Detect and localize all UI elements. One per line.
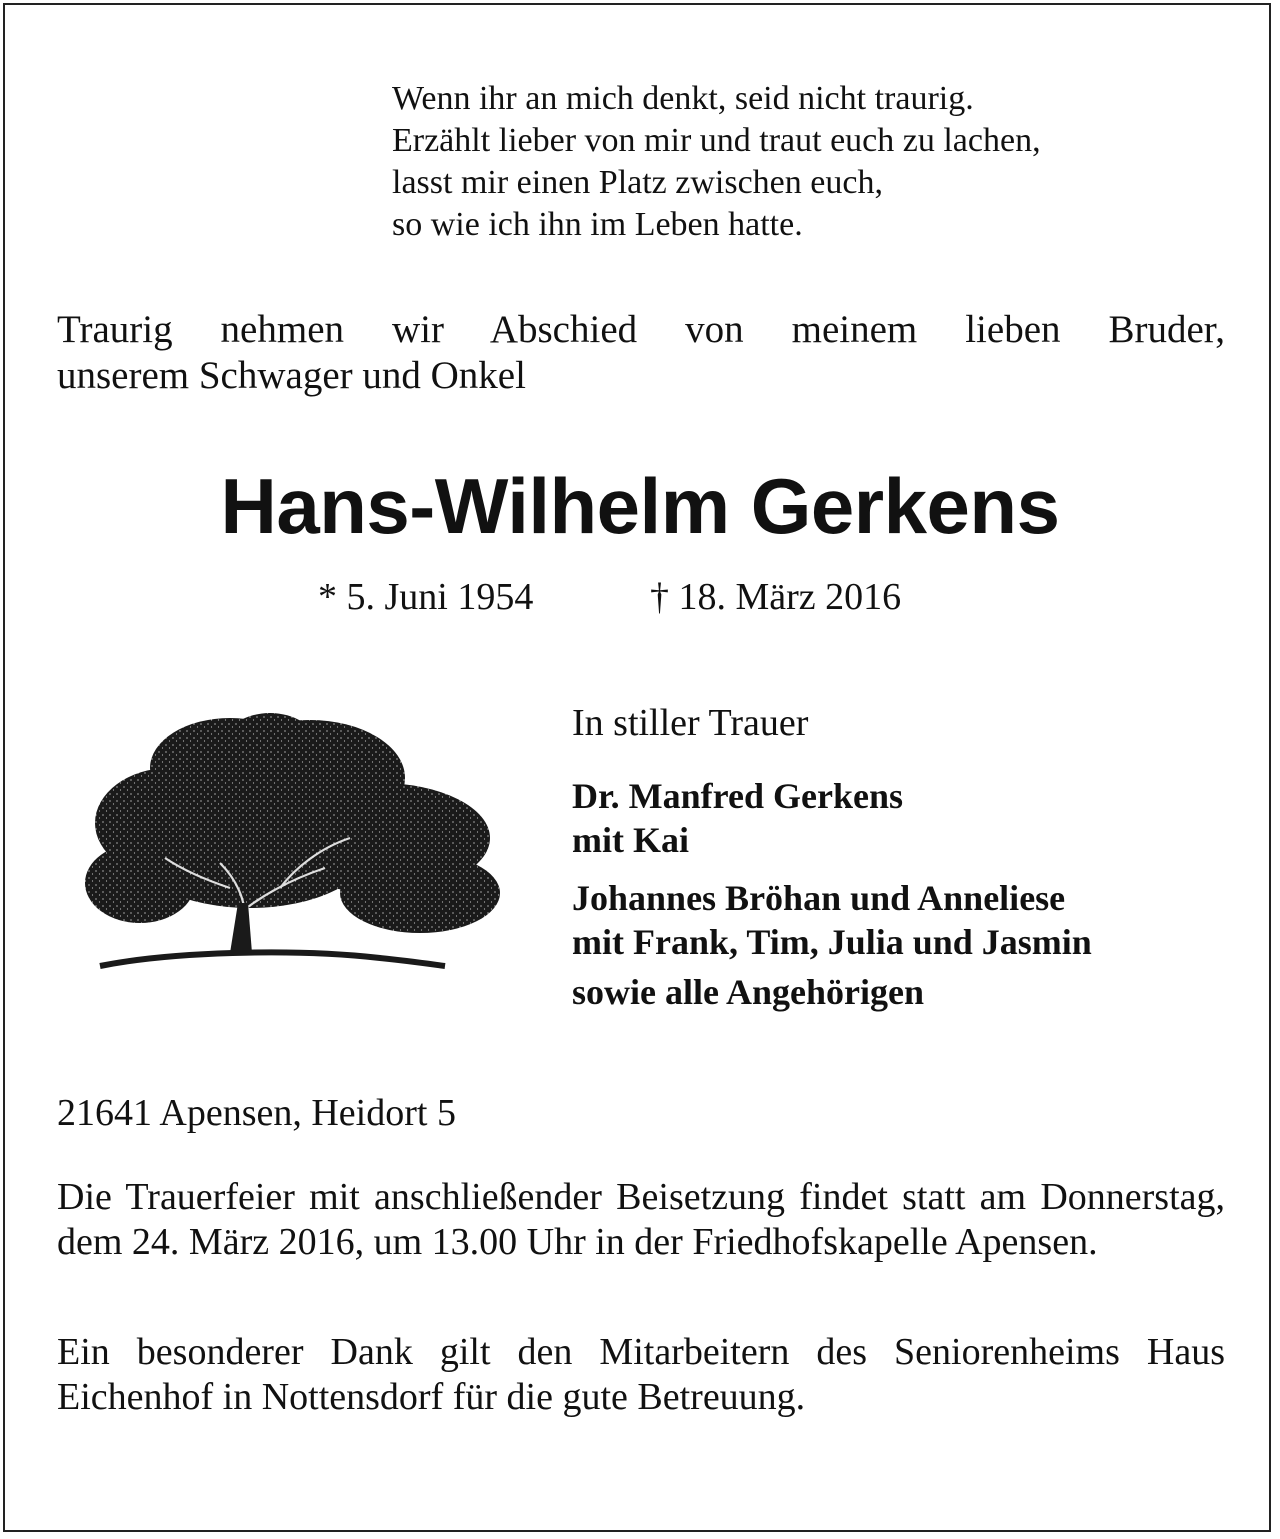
intro-line: Traurig nehmen wir Abschied von meinem lieben Bruder,	[57, 308, 1225, 351]
mourner-group	[572, 876, 1092, 964]
mourning-heading: In stiller Trauer	[572, 702, 809, 744]
deceased-name: Hans-Wilhelm Gerkens	[220, 462, 1060, 550]
mourner-name: mit Frank, Tim, Julia und Jasmin	[572, 922, 1092, 962]
mourner-name: Dr. Manfred Gerkens	[572, 776, 903, 816]
intro-text	[57, 307, 1225, 399]
tree-icon	[80, 708, 500, 978]
address: 21641 Apensen, Heidort 5	[57, 1092, 456, 1134]
thanks-note: Ein besonderer Dank gilt den Mitarbeitern des Seniorenheims Haus Eichenhof in Nottensdorf für die gute Betreuung.	[57, 1331, 1225, 1418]
mourner-name: Johannes Bröhan und Anneliese	[572, 878, 1066, 918]
mourner-group	[572, 774, 1092, 862]
mourners-block	[572, 700, 1092, 1014]
mourner-name: sowie alle Angehörigen	[572, 972, 924, 1012]
funeral-details: Die Trauerfeier mit anschließender Beisetzung findet statt am Donnerstag, dem 24. März 2016, um 13.00 Uhr in der Friedhofskapelle Apensen.	[57, 1176, 1225, 1263]
poem-line: so wie ich ihn im Leben hatte.	[392, 206, 803, 243]
poem	[392, 78, 1041, 246]
birth-date: * 5. Juni 1954	[318, 576, 534, 618]
poem-line: Erzählt lieber von mir und traut euch zu lachen,	[392, 122, 1041, 159]
death-date: † 18. März 2016	[650, 576, 902, 618]
intro-line: unserem Schwager und Onkel	[57, 354, 526, 397]
poem-line: Wenn ihr an mich denkt, seid nicht traurig.	[392, 80, 974, 117]
life-dates	[318, 575, 902, 619]
poem-line: lasst mir einen Platz zwischen euch,	[392, 164, 883, 201]
mourner-name: mit Kai	[572, 820, 689, 860]
